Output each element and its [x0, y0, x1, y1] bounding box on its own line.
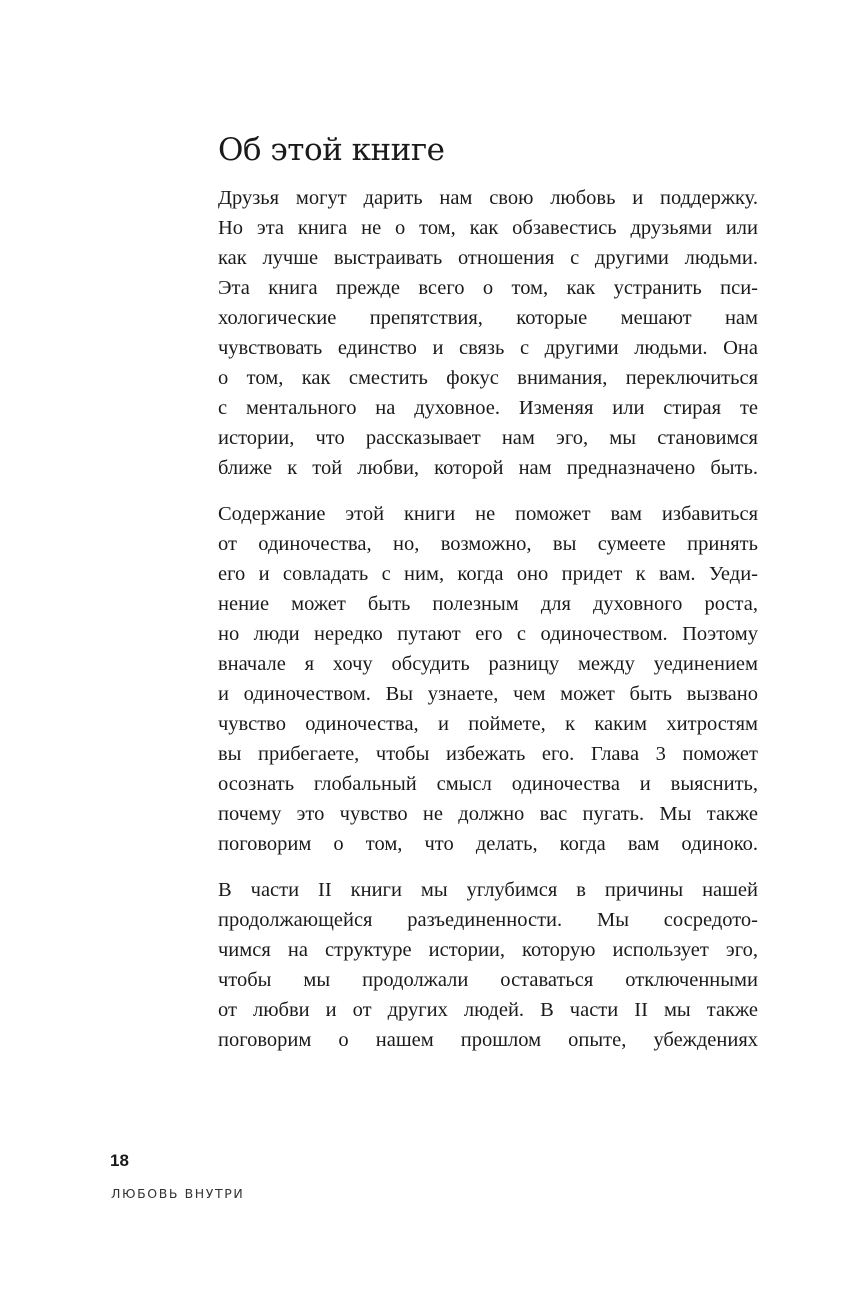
paragraph	[218, 875, 758, 1055]
text-line: с ментального на духовное. Изменяя или стирая те	[218, 397, 758, 419]
text-line: осознать глобальный смысл одиночества и выяснить,	[218, 773, 758, 795]
text-line: вначале я хочу обсудить разницу между уединением	[218, 653, 758, 675]
text-line: истории, что рассказывает нам эго, мы становимся	[218, 427, 758, 449]
text-line: В части II книги мы углубимся в причины нашей	[218, 879, 758, 901]
running-title: ЛЮБОВЬ ВНУТРИ	[111, 1186, 245, 1201]
text-line: хологические препятствия, которые мешают нам	[218, 307, 758, 329]
text-line: чувство одиночества, и поймете, к каким хитростям	[218, 713, 758, 735]
paragraph	[218, 499, 758, 859]
text-line: почему это чувство не должно вас пугать. Мы также	[218, 803, 758, 825]
text-line: вы прибегаете, чтобы избежать его. Глава 3 поможет	[218, 743, 758, 765]
text-line: Содержание этой книги не поможет вам избавиться	[218, 503, 758, 525]
text-line: от любви и от других людей. В части II мы также	[218, 999, 758, 1021]
text-line: чувствовать единство и связь с другими людьми. Она	[218, 337, 758, 359]
text-line: но люди нередко путают его с одиночеством. Поэтому	[218, 623, 758, 645]
text-line: и одиночеством. Вы узнаете, чем может быть вызвано	[218, 683, 758, 705]
text-line: Эта книга прежде всего о том, как устранить пси-	[218, 277, 758, 299]
text-line: поговорим о нашем прошлом опыте, убеждениях	[218, 1029, 758, 1051]
text-line: от одиночества, но, возможно, вы сумеете принять	[218, 533, 758, 555]
text-line: Но эта книга не о том, как обзавестись друзьями или	[218, 217, 758, 239]
body-text	[218, 183, 758, 1071]
text-line: Друзья могут дарить нам свою любовь и поддержку.	[218, 187, 758, 209]
paragraph	[218, 183, 758, 483]
text-line: чтобы мы продолжали оставаться отключенными	[218, 969, 758, 991]
text-line: о том, как сместить фокус внимания, переключиться	[218, 367, 758, 389]
text-line: его и совладать с ним, когда оно придет к вам. Уеди-	[218, 563, 758, 585]
text-line: ближе к той любви, которой нам предназначено быть.	[218, 457, 758, 479]
text-line: поговорим о том, что делать, когда вам одиноко.	[218, 833, 758, 855]
page-number: 18	[110, 1151, 129, 1170]
text-line: чимся на структуре истории, которую использует эго,	[218, 939, 758, 961]
text-line: продолжающейся разъединенности. Мы сосредото-	[218, 909, 758, 931]
text-line: нение может быть полезным для духовного роста,	[218, 593, 758, 615]
page-title: Об этой книге	[218, 132, 445, 168]
text-line: как лучше выстраивать отношения с другими людьми.	[218, 247, 758, 269]
